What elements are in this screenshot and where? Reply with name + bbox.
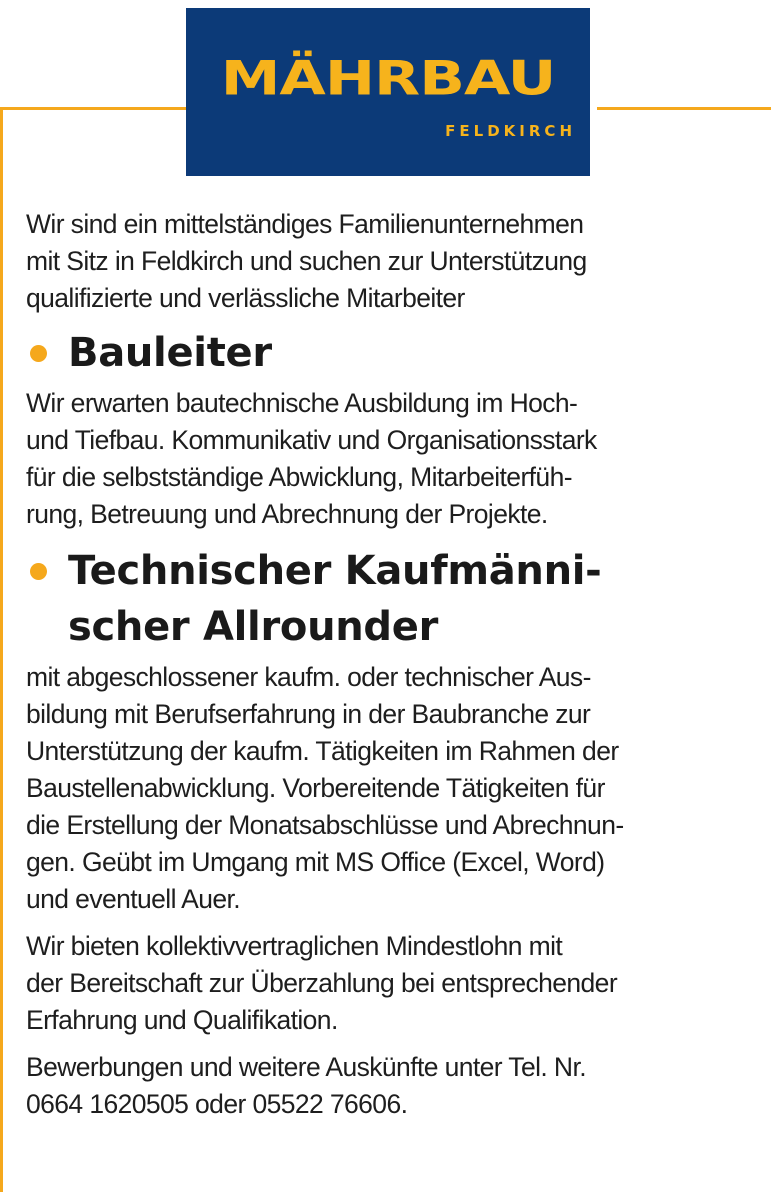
bullet-dot-icon (30, 563, 47, 580)
logo-wordmark: MÄHRBAU (220, 51, 556, 107)
intro-line: qualifizierte und verlässliche Mitarbeiter (26, 283, 465, 313)
description-line: gen. Geübt im Umgang mit MS Office (Excel, Word) (26, 847, 605, 877)
contact-line: Bewerbungen und weitere Auskünfte unter Tel. Nr. (26, 1052, 586, 1082)
frame-border-left (0, 107, 3, 1192)
job-description-allrounder (26, 659, 744, 918)
offer-text (26, 928, 744, 1039)
description-line: rung, Betreuung und Abrechnung der Projekte. (26, 499, 548, 529)
description-line: Baustellenabwicklung. Vorbereitende Tätigkeiten für (26, 773, 605, 803)
job-title-line: Technischer Kaufmänni- (68, 548, 602, 594)
job-title-line: Bauleiter (68, 330, 272, 376)
intro-text (26, 206, 744, 317)
description-line: bildung mit Berufserfahrung in der Baubranche zur (26, 699, 591, 729)
frame-border-top-right (597, 107, 771, 110)
contact-line: 0664 1620505 oder 05522 76606. (26, 1089, 408, 1119)
description-line: Unterstützung der kaufm. Tätigkeiten im Rahmen der (26, 736, 619, 766)
description-line: und eventuell Auer. (26, 884, 241, 914)
description-line: mit abgeschlossener kaufm. oder technischer Aus- (26, 662, 591, 692)
intro-line: mit Sitz in Feldkirch und suchen zur Unterstützung (26, 246, 587, 276)
offer-line: Erfahrung und Qualifikation. (26, 1005, 338, 1035)
offer-line: der Bereitschaft zur Überzahlung bei entsprechender (26, 968, 618, 998)
description-line: Wir erwarten bautechnische Ausbildung im Hoch- (26, 388, 578, 418)
job-ad-body (26, 206, 744, 1123)
description-line: für die selbstständige Abwicklung, Mitarbeiterfüh- (26, 462, 572, 492)
description-line: und Tiefbau. Kommunikativ und Organisationsstark (26, 425, 597, 455)
contact-text (26, 1049, 744, 1123)
job-description-bauleiter (26, 385, 744, 533)
offer-line: Wir bieten kollektivvertraglichen Mindestlohn mit (26, 931, 563, 961)
job-title-line: scher Allrounder (68, 604, 439, 650)
intro-line: Wir sind ein mittelständiges Familienunternehmen (26, 209, 584, 239)
bullet-dot-icon (30, 345, 47, 362)
company-logo (186, 8, 590, 176)
logo-location: FELDKIRCH (445, 122, 576, 140)
description-line: die Erstellung der Monatsabschlüsse und Abrechnun- (26, 810, 624, 840)
job-title-bauleiter (26, 325, 744, 381)
frame-border-top-left (0, 107, 186, 110)
job-title-allrounder (26, 543, 744, 655)
